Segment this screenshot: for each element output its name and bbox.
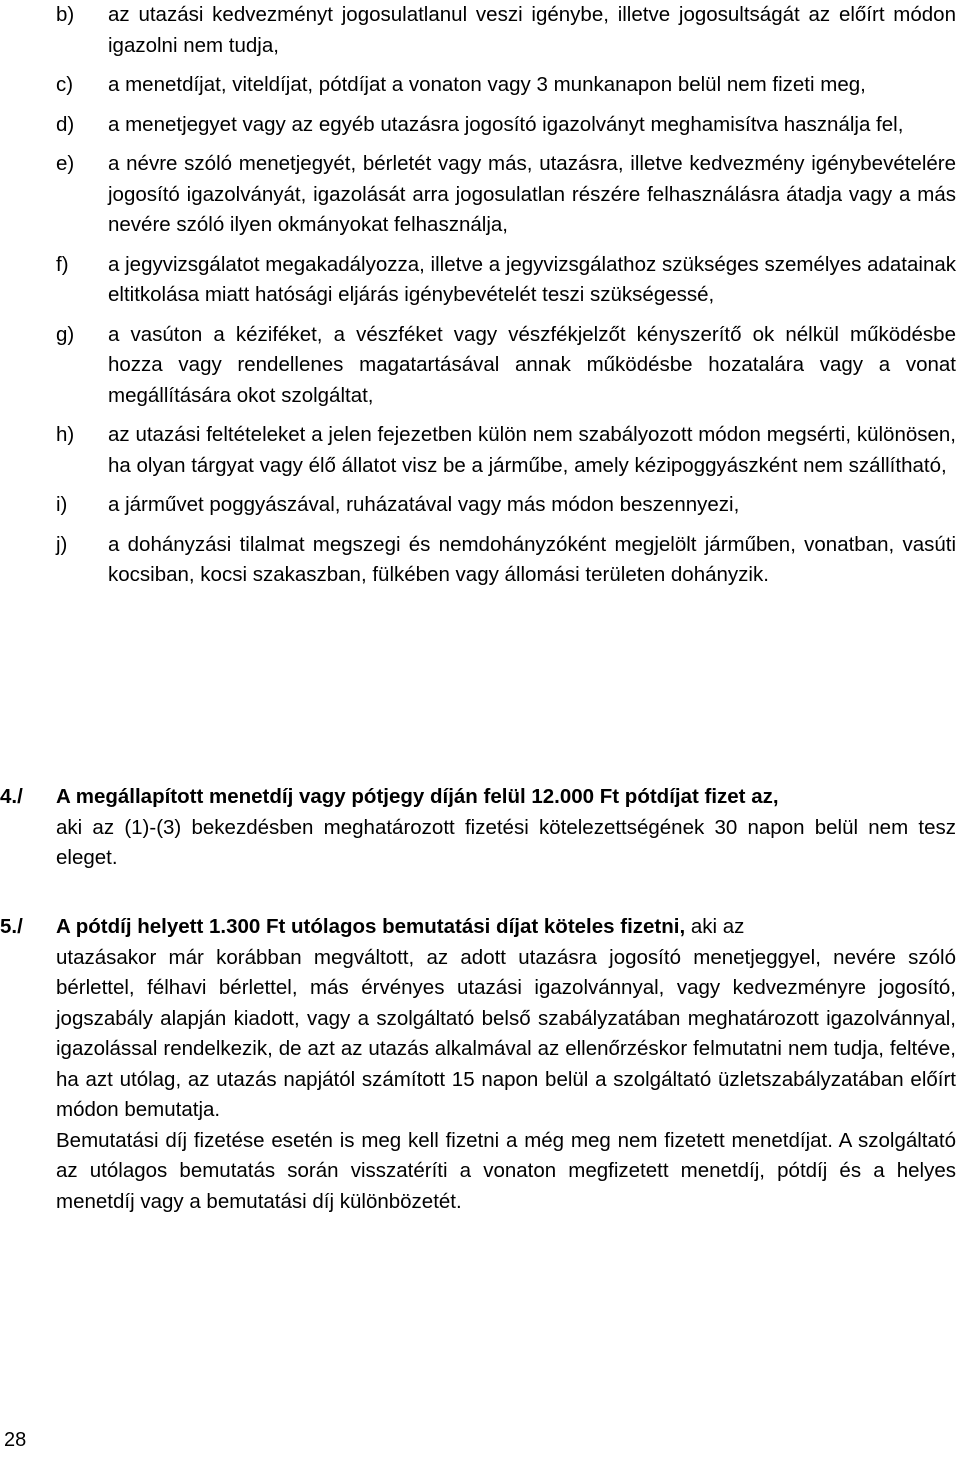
section-4-body: aki az (1)-(3) bekezdésben meghatározott fizetési kötelezettségének 30 napon belül nem tesz eleget. xyxy=(56,815,956,869)
list-item-letter: g) xyxy=(56,322,75,346)
section-4 xyxy=(0,782,956,874)
list-item-letter: j) xyxy=(56,532,68,556)
section-4-bold-text: A megállapított menetdíj vagy pótjegy díján felül 12.000 Ft pótdíjat fizet az, xyxy=(56,785,779,808)
list-item-text: a vasúton a kéziféket, a vészféket vagy vészfékjelzőt kényszerítő ok nélkül működésbe hozza vagy rendellenes magatartásával annak működésbe hozatalára vagy a vonat megállítására okot szolgáltat, xyxy=(108,322,956,407)
list-item xyxy=(56,420,956,481)
section-5-number: 5./ xyxy=(0,915,23,938)
list-item-letter: e) xyxy=(56,152,75,175)
list-item-letter: c) xyxy=(56,73,74,96)
list-item-text: a menetjegyet vagy az egyéb utazásra jogosító igazolványt meghamisítva használja fel, xyxy=(108,112,904,136)
section-4-heading xyxy=(0,782,956,813)
section-5-body: utazásakor már korábban megváltott, az adott utazásra jogosító menetjeggyel, nevére szóló bérlettel, félhavi bérlettel, más érvényes utazási igazolvánnyal, vagy kedvezményre jogosító, jogszabály alapján kiadott, vagy a szolgáltató belső szabályzatában meghatározott igazolvánnyal, igazolással rendelkezik, de azt az utazás alkalmával az ellenőrzéskor felmutatni nem tudja, feltéve, ha azt utólag, az utazás napjától számított 15 napon belül a szolgáltató üzletszabályzatában előírt módon bemutatja. xyxy=(56,945,956,1121)
list-item-text: a névre szóló menetjegyét, bérletét vagy más, utazásra, illetve kedvezmény igénybevételére jogosító igazolványát, igazolását arra jogosulatlan részére felhasználásra átadja vagy a más nevére szóló ilyen okmányokat felhasználja, xyxy=(108,152,956,236)
list-item xyxy=(56,250,956,311)
list-item-letter: d) xyxy=(56,112,75,136)
list-item xyxy=(56,110,956,141)
section-5-bold-text: A pótdíj helyett 1.300 Ft utólagos bemutatási díjat köteles fizetni, xyxy=(56,915,686,938)
list-item-text: a jegyvizsgálatot megakadályozza, illetve a jegyvizsgálathoz szükséges személyes adatainak eltitkolása miatt hatósági eljárás igénybevételét teszi szükségessé, xyxy=(108,252,956,306)
section-5 xyxy=(0,912,956,1217)
list-item xyxy=(56,149,956,241)
list-item-letter: i) xyxy=(56,493,68,516)
page-number: 28 xyxy=(4,1429,27,1451)
lettered-list xyxy=(56,0,956,600)
list-item-text: az utazási kedvezményt jogosulatlanul veszi igénybe, illetve jogosultságát az előírt módon igazolni nem tudja, xyxy=(108,3,956,57)
list-item xyxy=(56,490,956,521)
list-item xyxy=(56,70,956,101)
list-item xyxy=(56,0,956,61)
list-item-text: a járművet poggyászával, ruházatával vagy más módon beszennyezi, xyxy=(108,493,740,516)
section-5-inline-text: aki az xyxy=(685,915,745,938)
list-item-letter: f) xyxy=(56,252,69,276)
list-item-text: a dohányzási tilalmat megszegi és nemdohányzóként megjelölt járműben, vonatban, vasúti kocsiban, kocsi szakaszban, fülkében vagy állomási területen dohányzik. xyxy=(108,532,956,586)
section-5-heading xyxy=(0,912,956,943)
section-5-paragraph-2: Bemutatási díj fizetése esetén is meg kell fizetni a még meg nem fizetett menetdíjat. A szolgáltató az utólagos bemutatás során visszatéríti a vonaton megfizetett menetdíj, pótdíj és a helyes menetdíj vagy a bemutatási díj különbözetét. xyxy=(56,1128,956,1213)
section-4-number: 4./ xyxy=(0,785,23,808)
list-item-text: az utazási feltételeket a jelen fejezetben külön nem szabályozott módon megsérti, különösen, ha olyan tárgyat vagy élő állatot visz be a járműbe, amely kézipoggyászként nem szállítható, xyxy=(108,423,956,477)
list-item xyxy=(56,530,956,591)
list-item-text: a menetdíjat, viteldíjat, pótdíjat a vonaton vagy 3 munkanapon belül nem fizeti meg, xyxy=(108,73,866,96)
list-item xyxy=(56,320,956,412)
list-item-letter: b) xyxy=(56,3,75,26)
list-item-letter: h) xyxy=(56,423,75,446)
